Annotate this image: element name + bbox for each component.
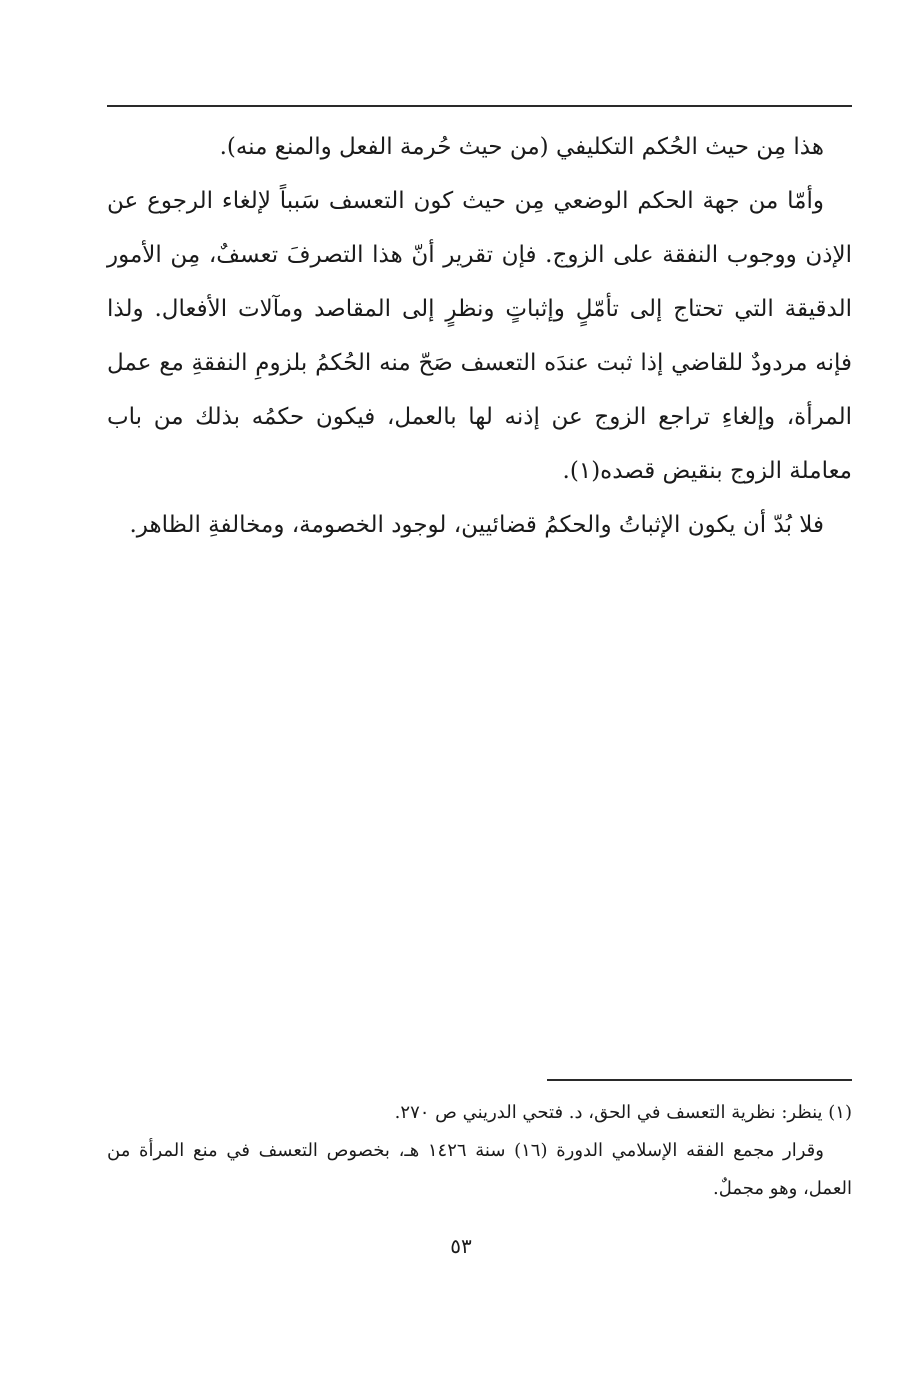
- page-number: ٥٣: [450, 1234, 472, 1258]
- footnote-1: (١) ينظر: نظرية التعسف في الحق، د. فتحي الدريني ص ٢٧٠.: [394, 1102, 852, 1123]
- footnote-separator: [547, 1079, 852, 1081]
- paragraph-3: فلا بُدّ أن يكون الإثباتُ والحكمُ قضائيين، لوجود الخصومة، ومخالفةِ الظاهر.: [129, 512, 824, 538]
- paragraph-2: وأمّا من جهة الحكم الوضعي مِن حيث كون التعسف سَبباً لإلغاء الرجوع عن الإذن ووجوب النفقة على الزوج. فإن تقرير أنّ هذا التصرفَ تعسفٌ، مِن الأمور الدقيقة التي تحتاج إلى تأمّلٍ وإثباتٍ ونظرٍ إلى المقاصد ومآلات الأفعال. ولذا فإنه مردودٌ للقاضي إذا ثبت عندَه التعسف صَحّ منه الحُكمُ بلزومِ النفقةِ مع عمل المرأة، وإلغاءِ تراجع الزوج عن إذنه لها بالعمل، فيكون حكمُه بذلك من باب معاملة الزوج بنقيض قصده(١).: [107, 188, 852, 484]
- paragraph-1: هذا مِن حيث الحُكم التكليفي (من حيث حُرمة الفعل والمنع منه).: [219, 134, 824, 160]
- main-text: [107, 120, 852, 552]
- footnote-1-continuation: وقرار مجمع الفقه الإسلامي الدورة (١٦) سنة ١٤٢٦ هـ، بخصوص التعسف في منع المرأة من العمل، وهو مجملٌ.: [107, 1140, 852, 1199]
- header-rule: [107, 105, 852, 107]
- footnotes: [107, 1094, 852, 1208]
